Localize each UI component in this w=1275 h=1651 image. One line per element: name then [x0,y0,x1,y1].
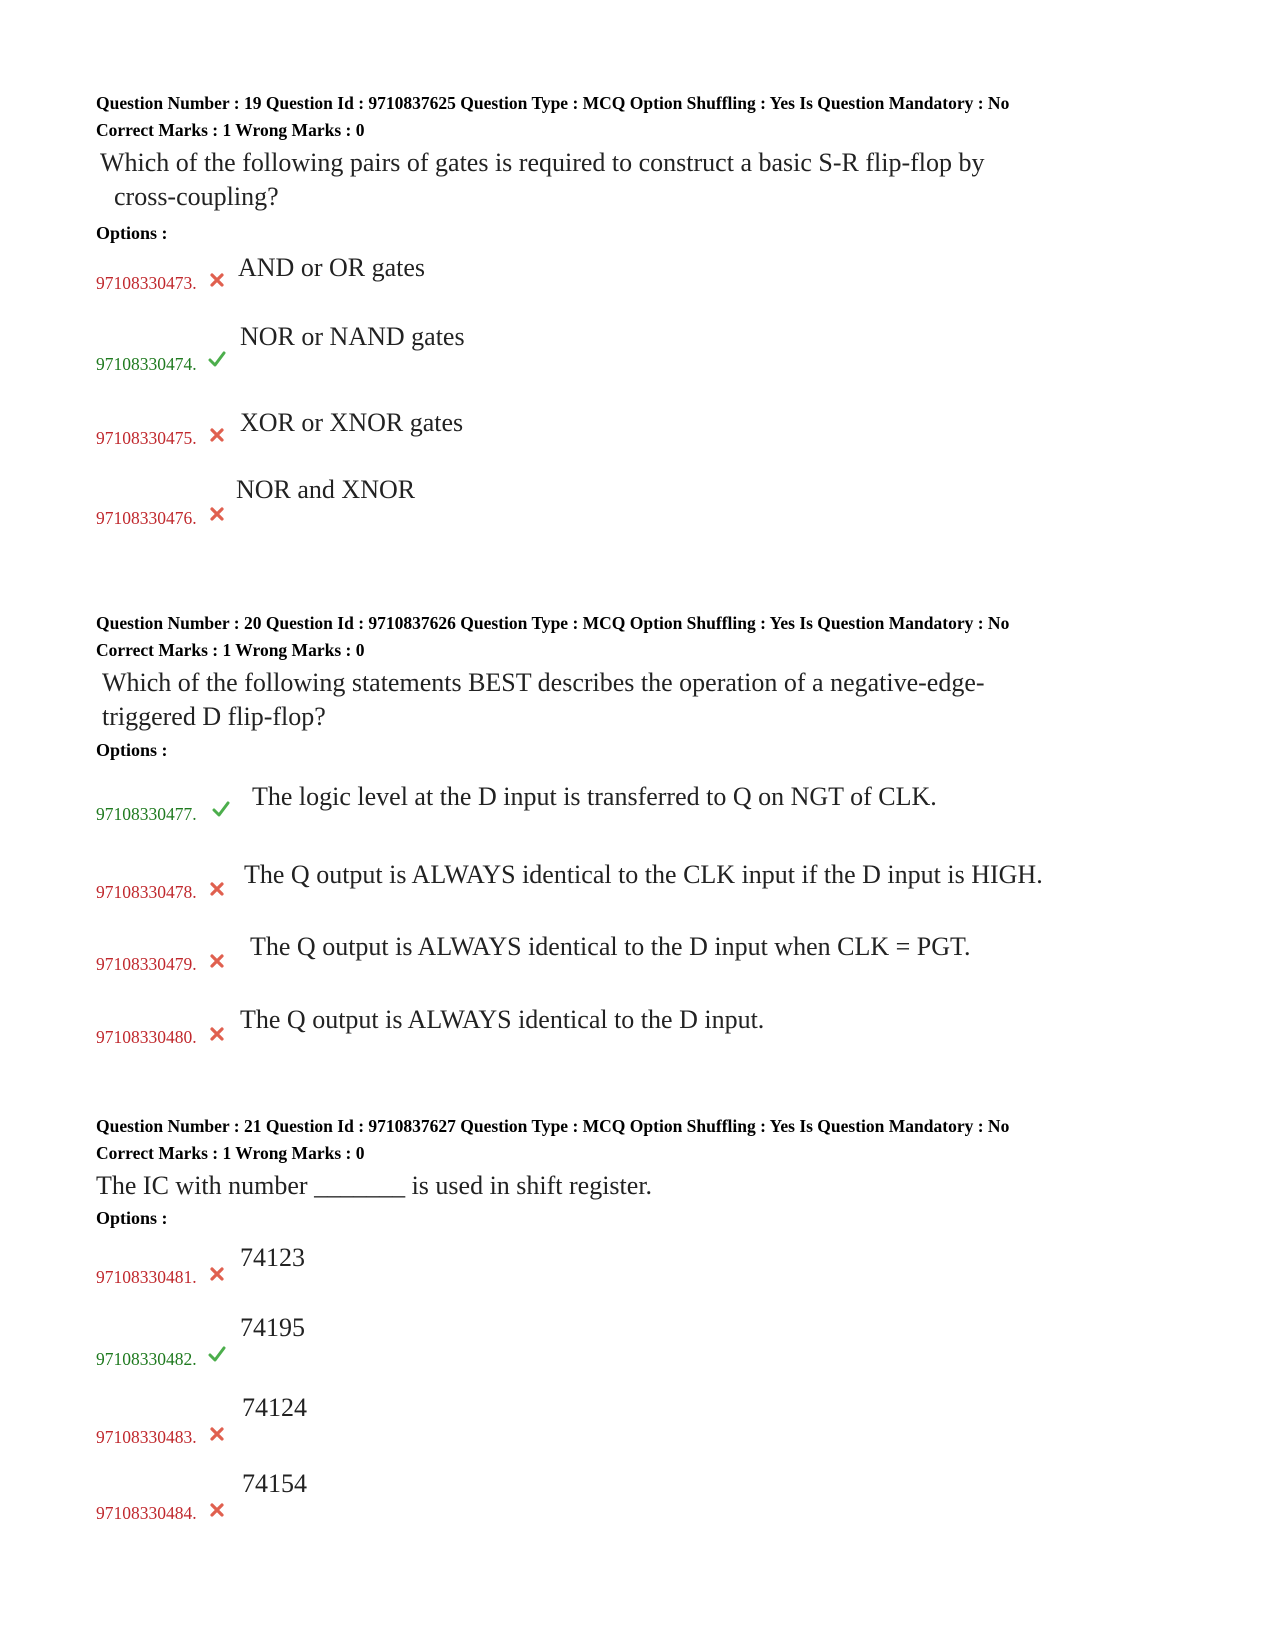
option-text: The Q output is ALWAYS identical to the CLK input if the D input is HIGH. [244,860,1043,889]
options-label: Options : [96,1208,168,1228]
option-text: XOR or XNOR gates [240,408,464,437]
question-text: The IC with number _______ is used in shift register. [96,1171,653,1200]
option-97108330482[interactable] [96,1313,1236,1369]
option-text: 74123 [240,1243,305,1272]
question-text-line: triggered D flip-flop? [102,702,326,731]
option-text: The Q output is ALWAYS identical to the D input when CLK = PGT. [250,932,971,961]
wrong-icon [208,271,226,289]
wrong-icon [208,505,226,523]
option-id: 97108330480. [96,1027,197,1047]
option-97108330477[interactable] [96,782,1236,822]
question-text [96,666,1236,734]
option-text: NOR and XNOR [236,475,416,504]
question-21 [96,1113,1236,1523]
wrong-icon [208,880,226,898]
option-text: The logic level at the D input is transferred to Q on NGT of CLK. [252,782,937,811]
question-marks: Correct Marks : 1 Wrong Marks : 0 [96,120,365,140]
option-97108330474[interactable] [96,322,1236,374]
wrong-icon [208,1501,226,1519]
option-97108330480[interactable] [96,1005,1236,1045]
option-id: 97108330483. [96,1427,197,1447]
option-id: 97108330478. [96,882,197,902]
option-97108330481[interactable] [96,1243,1236,1287]
option-id: 97108330477. [96,804,197,824]
options-label: Options : [96,223,168,243]
option-id: 97108330473. [96,273,197,293]
option-97108330479[interactable] [96,932,1236,972]
question-text-line: cross-coupling? [114,182,279,211]
wrong-icon [208,426,226,444]
option-text: 74154 [242,1469,307,1498]
option-97108330473[interactable] [96,253,1236,293]
question-text-line: Which of the following statements BEST describes the operation of a negative-edge- [102,668,985,697]
option-97108330475[interactable] [96,408,1236,448]
option-text: 74124 [242,1393,307,1422]
wrong-icon [208,1025,226,1043]
wrong-icon [208,1425,226,1443]
question-text [96,146,1236,214]
option-97108330476[interactable] [96,475,1236,528]
option-id: 97108330482. [96,1349,197,1369]
wrong-icon [208,952,226,970]
question-marks: Correct Marks : 1 Wrong Marks : 0 [96,1143,365,1163]
question-text-line: Which of the following pairs of gates is required to construct a basic S-R flip-flop by [100,148,985,177]
option-id: 97108330484. [96,1503,197,1523]
option-97108330483[interactable] [96,1393,1236,1447]
option-id: 97108330475. [96,428,197,448]
question-meta: Question Number : 21 Question Id : 9710837627 Question Type : MCQ Option Shuffling : Yes Is Question Mandatory : No [96,1116,1010,1136]
question-marks: Correct Marks : 1 Wrong Marks : 0 [96,640,365,660]
option-97108330484[interactable] [96,1469,1236,1523]
question-meta: Question Number : 19 Question Id : 9710837625 Question Type : MCQ Option Shuffling : Yes Is Question Mandatory : No [96,93,1010,113]
correct-icon [208,350,226,368]
option-text: NOR or NAND gates [240,322,465,351]
correct-icon [208,1345,226,1363]
question-19 [96,90,1236,528]
option-id: 97108330479. [96,954,197,974]
question-20 [96,610,1236,1047]
correct-icon [212,800,230,818]
wrong-icon [208,1265,226,1283]
option-text: AND or OR gates [238,253,426,282]
option-97108330478[interactable] [96,860,1236,900]
option-id: 97108330481. [96,1267,197,1287]
option-id: 97108330474. [96,354,197,374]
question-meta: Question Number : 20 Question Id : 9710837626 Question Type : MCQ Option Shuffling : Yes Is Question Mandatory : No [96,613,1010,633]
option-text: The Q output is ALWAYS identical to the D input. [240,1005,765,1034]
option-id: 97108330476. [96,508,197,528]
options-label: Options : [96,740,168,760]
option-text: 74195 [240,1313,305,1342]
